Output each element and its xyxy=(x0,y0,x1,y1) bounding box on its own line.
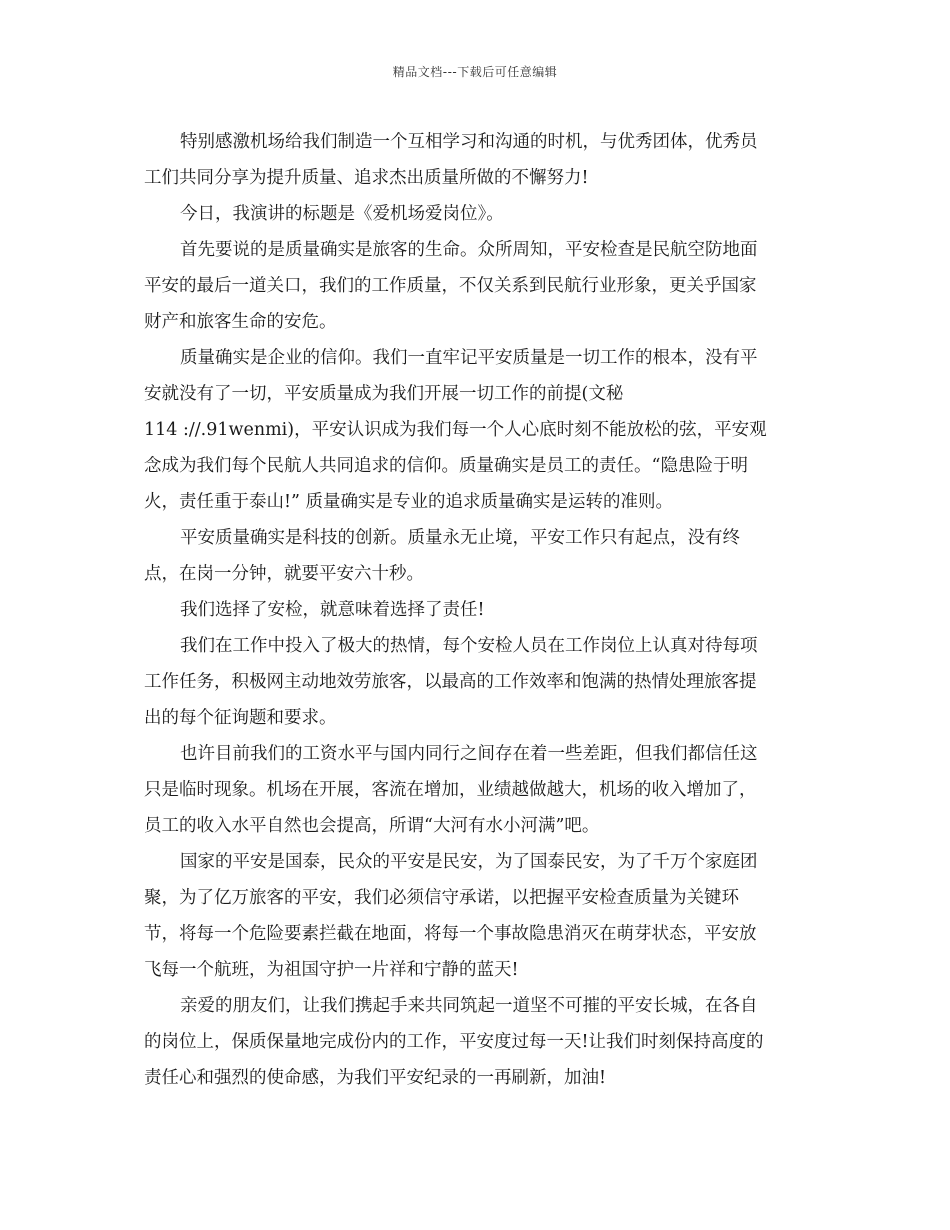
text-line: 只是临时现象。机场在开展，客流在增加，业绩越做越大，机场的收入增加了， xyxy=(144,780,757,800)
text-line: 国家的平安是国泰，民众的平安是民安，为了国泰民安，为了千万个家庭团 xyxy=(180,852,758,872)
text-line: 工作任务，积极网主动地效劳旅客，以最高的工作效率和饱满的热情处理旅客提 xyxy=(144,672,757,692)
text-line: 点，在岗一分钟，就要平安六十秒。 xyxy=(144,564,424,584)
text-line: 平安的最后一道关口，我们的工作质量，不仅关系到民航行业形象，更关乎国家 xyxy=(144,276,757,296)
text-line: 今日，我演讲的标题是《爱机场爱岗位》。 xyxy=(180,204,504,224)
text-line: 亲爱的朋友们，让我们携起手来共同筑起一道坚不可摧的平安长城，在各自 xyxy=(180,996,758,1016)
text-line: 责任心和强烈的使命感，为我们平安纪录的一再刷新，加油! xyxy=(144,1068,607,1088)
text-line: 火，责任重于泰山!” 质量确实是专业的追求质量确实是运转的准则。 xyxy=(144,492,674,512)
text-line: 首先要说的是质量确实是旅客的生命。众所周知，平安检查是民航空防地面 xyxy=(180,240,758,260)
text-line: 出的每个征询题和要求。 xyxy=(144,708,337,728)
text-line: 工们共同分享为提升质量、追求杰出质量所做的不懈努力! xyxy=(144,168,589,188)
text-line: 我们在工作中投入了极大的热情，每个安检人员在工作岗位上认真对待每项 xyxy=(180,636,758,656)
text-line: 我们选择了安检，就意味着选择了责任! xyxy=(180,600,485,620)
text-line: 114 ://.91wenmi)，平安认识成为我们每一个人心底时刻不能放松的弦，平安观 xyxy=(144,420,767,440)
text-line: 念成为我们每个民航人共同追求的信仰。质量确实是员工的责任。“隐患险于明 xyxy=(144,456,748,476)
text-line: 的岗位上，保质保量地完成份内的工作，平安度过每一天!让我们时刻保持高度的 xyxy=(144,1032,764,1052)
page-header: 精品文档---下载后可任意编辑 xyxy=(392,65,558,79)
document-body xyxy=(144,124,816,1096)
text-line: 聚，为了亿万旅客的平安，我们必须信守承诺，以把握平安检查质量为关键环 xyxy=(144,888,739,908)
text-line: 安就没有了一切，平安质量成为我们开展一切工作的前提(文秘 xyxy=(144,384,624,404)
text-line: 平安质量确实是科技的创新。质量永无止境，平安工作只有起点，没有终 xyxy=(180,528,740,548)
text-line: 员工的收入水平自然也会提高，所谓“大河有水小河满”吧。 xyxy=(144,816,600,836)
text-line: 质量确实是企业的信仰。我们一直牢记平安质量是一切工作的根本，没有平 xyxy=(180,348,758,368)
text-line: 财产和旅客生命的安危。 xyxy=(144,312,337,332)
text-line: 飞每一个航班，为祖国守护一片祥和宁静的蓝天! xyxy=(144,960,519,980)
text-line: 节，将每一个危险要素拦截在地面，将每一个事故隐患消灭在萌芽状态，平安放 xyxy=(144,924,757,944)
text-line: 特别感激机场给我们制造一个互相学习和沟通的时机，与优秀团体，优秀员 xyxy=(180,132,758,152)
text-line: 也许目前我们的工资水平与国内同行之间存在着一些差距，但我们都信任这 xyxy=(180,744,758,764)
